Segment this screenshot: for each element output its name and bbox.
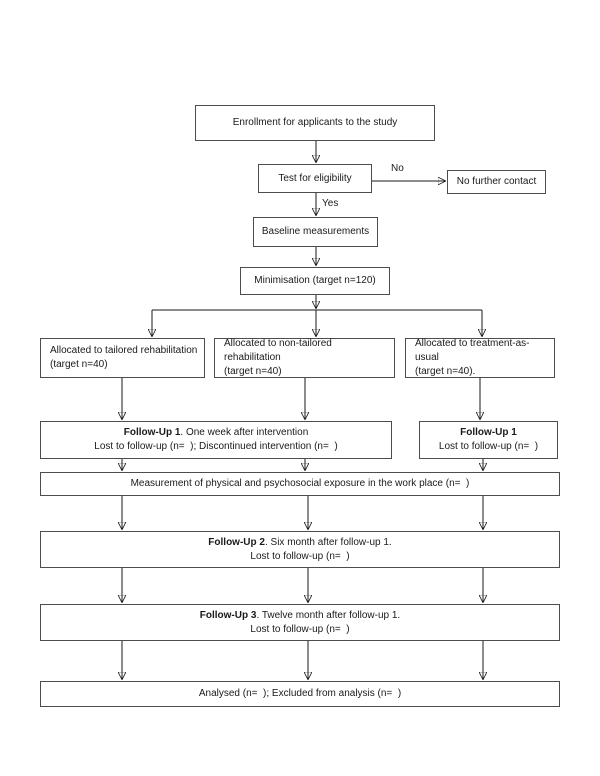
followup1-tau-line2: Lost to follow-up (n= ) (438, 441, 539, 452)
followup1-tau-title: Follow-Up 1 (460, 427, 517, 438)
eligibility-label: Test for eligibility (278, 172, 352, 184)
no-further-contact-box (447, 170, 546, 194)
analysed-label: Analysed (n= ); Excluded from analysis (n= ) (198, 688, 402, 699)
enrollment-box (195, 105, 435, 141)
followup3-box (40, 604, 560, 641)
minimisation-label: Minimisation (target n=120) (254, 275, 376, 286)
minimisation-box (240, 267, 390, 295)
no-further-contact-label: No further contact (456, 176, 537, 187)
alloc-tailored-line2: (target n=40) (50, 359, 108, 370)
alloc-non-tailored-line2: (target n=40) (224, 366, 282, 377)
eligibility-box (258, 164, 372, 193)
no-edge-label: No (391, 163, 404, 174)
baseline-box (253, 217, 378, 247)
measurement-box (40, 472, 560, 496)
alloc-tailored-line1: Allocated to tailored rehabilitation (50, 345, 198, 356)
followup1-main-title: Follow-Up 1. One week after intervention (123, 427, 309, 438)
followup1-main-line2: Lost to follow-up (n= ); Discontinued intervention (n= ) (94, 441, 338, 452)
alloc-tau-line1: Allocated to treatment-as-usual (415, 338, 530, 363)
yes-edge-label: Yes (322, 198, 339, 209)
alloc-tailored-box (40, 338, 205, 378)
followup1-main-box (40, 421, 392, 459)
alloc-non-tailored-line1: Allocated to non-tailored rehabilitation (224, 338, 335, 363)
followup1-tau-box (419, 421, 558, 459)
followup3-line2: Lost to follow-up (n= ) (250, 623, 350, 635)
analysed-box (40, 681, 560, 707)
followup2-box (40, 531, 560, 568)
followup3-title: Follow-Up 3. Twelve month after follow-up 1. (199, 609, 401, 621)
enrollment-label: Enrollment for applicants to the study (232, 117, 398, 128)
measurement-label: Measurement of physical and psychosocial exposure in the work place (n= ) (130, 478, 470, 489)
baseline-label: Baseline measurements (261, 226, 370, 237)
alloc-tau-line2: (target n=40). (415, 366, 476, 377)
followup2-line2: Lost to follow-up (n= ) (250, 550, 350, 562)
followup2-title: Follow-Up 2. Six month after follow-up 1. (208, 536, 392, 548)
alloc-non-tailored-box (214, 338, 395, 378)
alloc-treatment-as-usual-box (405, 338, 555, 378)
